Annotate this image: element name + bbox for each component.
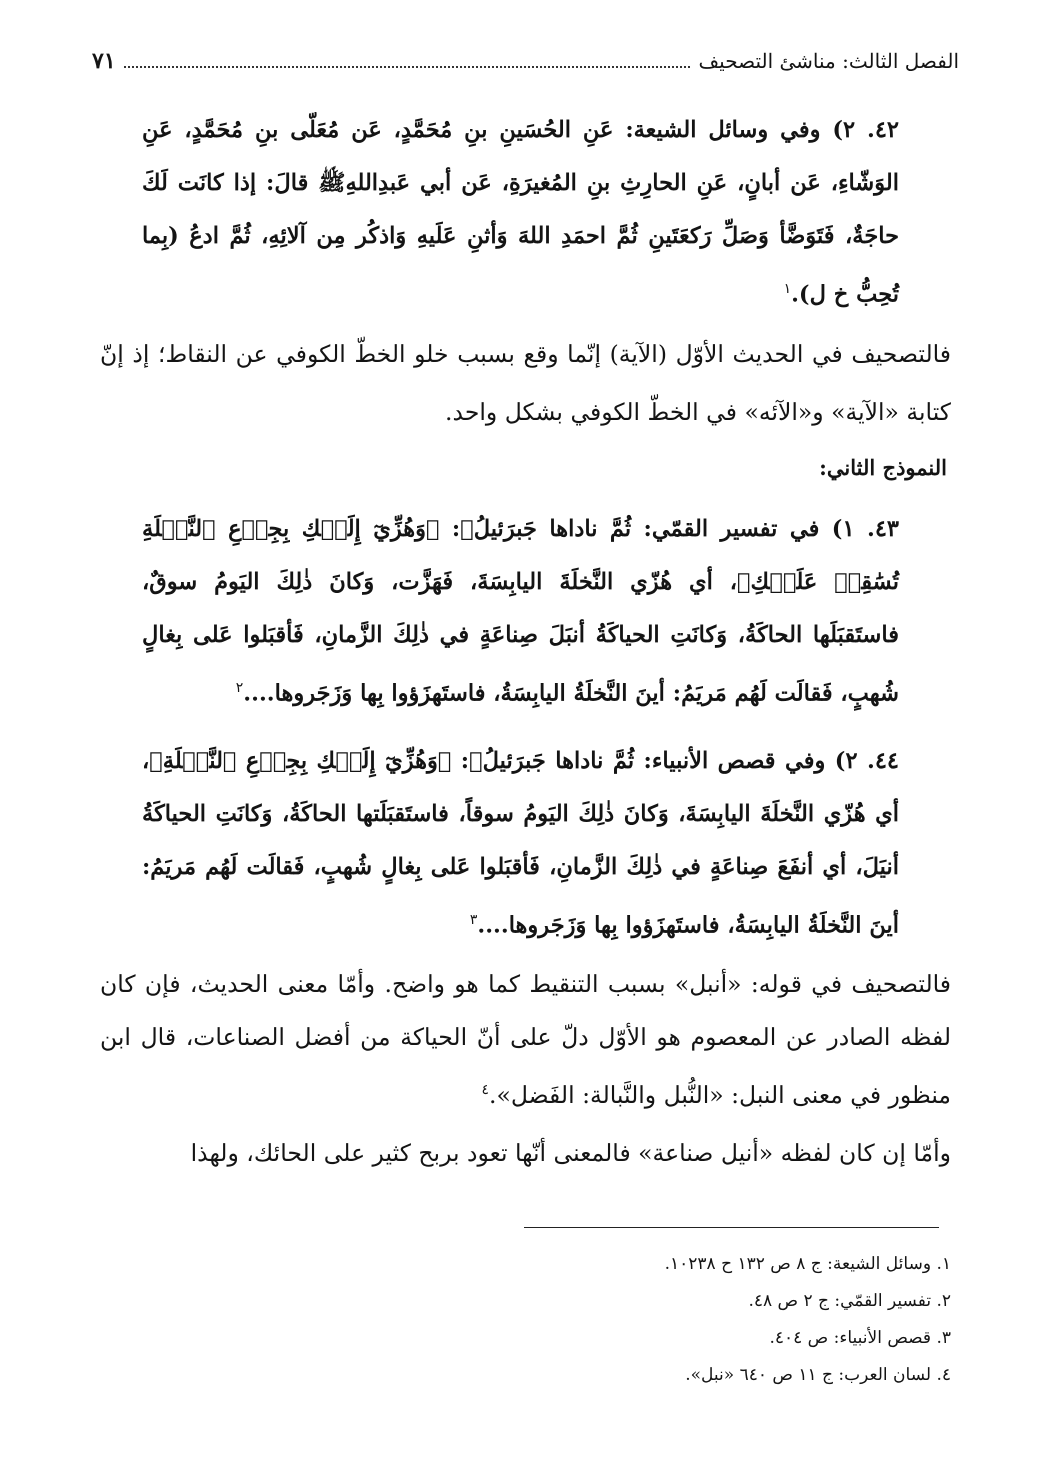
subheading-text: النموذج الثاني: <box>819 455 947 481</box>
footnote: ٢. تفسير القمّي: ج ٢ ص ٤٨. <box>748 1291 951 1311</box>
hadith-quote <box>142 503 899 721</box>
leader-dots <box>124 66 691 68</box>
chapter-title: الفصل الثالث: مناشئ التصحيف <box>698 49 959 73</box>
quote-text: ٤٤. ٢) وفي قصص الأنبياء: ثُمَّ ناداها جَبرَئيلُ‌ﷺ: ﴿وَهُزِّيٓ إِلَيۡكِ بِجِذۡعِ ٱلنَّخۡلَةِ﴾، أي هُزّي النَّخلَةَ اليابِسَةَ، وَكانَ ذٰلِكَ اليَومُ سوقاً، فاستَقبَلَتها الحاكَةُ، وَكانَتِ الحياكَةُ أنيَلَ، أي أنفَعَ صِناعَةٍ في ذٰلِكَ الزَّمانِ، فَأقبَلوا عَلى بِغالٍ شُهبٍ، فَقالَت لَهُم مَريَمُ: أينَ النَّخلَةُ اليابِسَةُ، فاستَهزَؤوا بِها وَزَجَروها.... <box>142 747 899 939</box>
footnote: ٤. لسان العرب: ج ١١ ص ٦٤٠ «نبل». <box>685 1365 951 1385</box>
main-text <box>100 104 951 1180</box>
footnote: ٣. قصص الأنبياء: ص ٤٠٤. <box>769 1328 951 1348</box>
footnote: ١. وسائل الشيعة: ج ٨ ص ١٣٢ ح ١٠٢٣٨. <box>664 1254 951 1274</box>
running-header <box>92 42 959 80</box>
section-subheading <box>100 438 947 493</box>
footnotes <box>351 1246 951 1394</box>
footnote-ref: ١ <box>783 281 792 297</box>
footnote-divider <box>524 1227 939 1228</box>
paragraph-text: فالتصحيف في قوله: «أنبل» بسبب التنقيط كما هو واضح. وأمّا معنى الحديث، فإن كان لفظه الصادر عن المعصوم هو الأوّل دلّ على أنّ الحياكة من أفضل الصناعات، قال ابن منظور في معنى النبل: «النُّبل والنَّبالة: الفَضل». <box>100 970 951 1110</box>
paragraph <box>100 958 951 1122</box>
paragraph <box>100 1122 951 1180</box>
footnote-ref: ٢ <box>235 680 244 697</box>
paragraph-text: وأمّا إن كان لفظه «أنيل صناعة» فالمعنى أنّها تعود بربح كثير على الحائك، ولهذا <box>190 1138 951 1167</box>
hadith-quote <box>142 104 899 322</box>
footnote-ref: ٣ <box>469 911 478 928</box>
paragraph-text: فالتصحيف في الحديث الأوّل (الآية) إنّما وقع بسبب خلو الخطّ الكوفي عن النقاط؛ إذ إنّ كتابة «الآية» و«الآئه» في الخطّ الكوفي بشكل واحد. <box>100 339 951 426</box>
page-number: ٧١ <box>92 48 116 74</box>
footnote-ref: ٤ <box>481 1082 490 1099</box>
paragraph <box>100 328 951 439</box>
quote-text: ٤٣. ١) في تفسير القمّي: ثُمَّ ناداها جَبرَئيلُ‌ﷺ: ﴿وَهُزِّيٓ إِلَيۡكِ بِجِذۡعِ ٱلنَّخۡلَةِ تُسَٰقِطۡ عَلَيۡكِ﴾، أي هُزّي النَّخلَةَ اليابِسَةَ، فَهَزَّت، وَكانَ ذٰلِكَ اليَومُ سوقٌ، فاستَقبَلَها الحاكَةُ، وَكانَتِ الحياكَةُ أنبَلَ صِناعَةٍ في ذٰلِكَ الزَّمانِ، فَأقبَلوا عَلى بِغالٍ شُهبٍ، فَقالَت لَهُم مَريَمُ: أينَ النَّخلَةُ اليابِسَةُ، فاستَهزَؤوا بِها وَزَجَروها.... <box>142 516 899 707</box>
quote-text: ٤٢. ٢) وفي وسائل الشيعة: عَنِ الحُسَينِ بنِ مُحَمَّدٍ، عَن مُعَلّى بنِ مُحَمَّدٍ، عَنِ الوَشّاءِ، عَن أبانٍ، عَنِ الحارِثِ بنِ المُغيرَةِ، عَن أبي عَبدِاللهِ‌ﷺ قالَ: إذا كانَت لَكَ حاجَةٌ، فَتَوَضَّأ وَصَلِّ رَكعَتَينِ ثُمَّ احمَدِ اللهَ وَأثنِ عَلَيهِ وَاذكُر مِن آلائِهِ، ثُمَّ ادعُ (بِما تُحِبُّ خ ل). <box>142 117 899 308</box>
hadith-quote <box>142 735 899 953</box>
